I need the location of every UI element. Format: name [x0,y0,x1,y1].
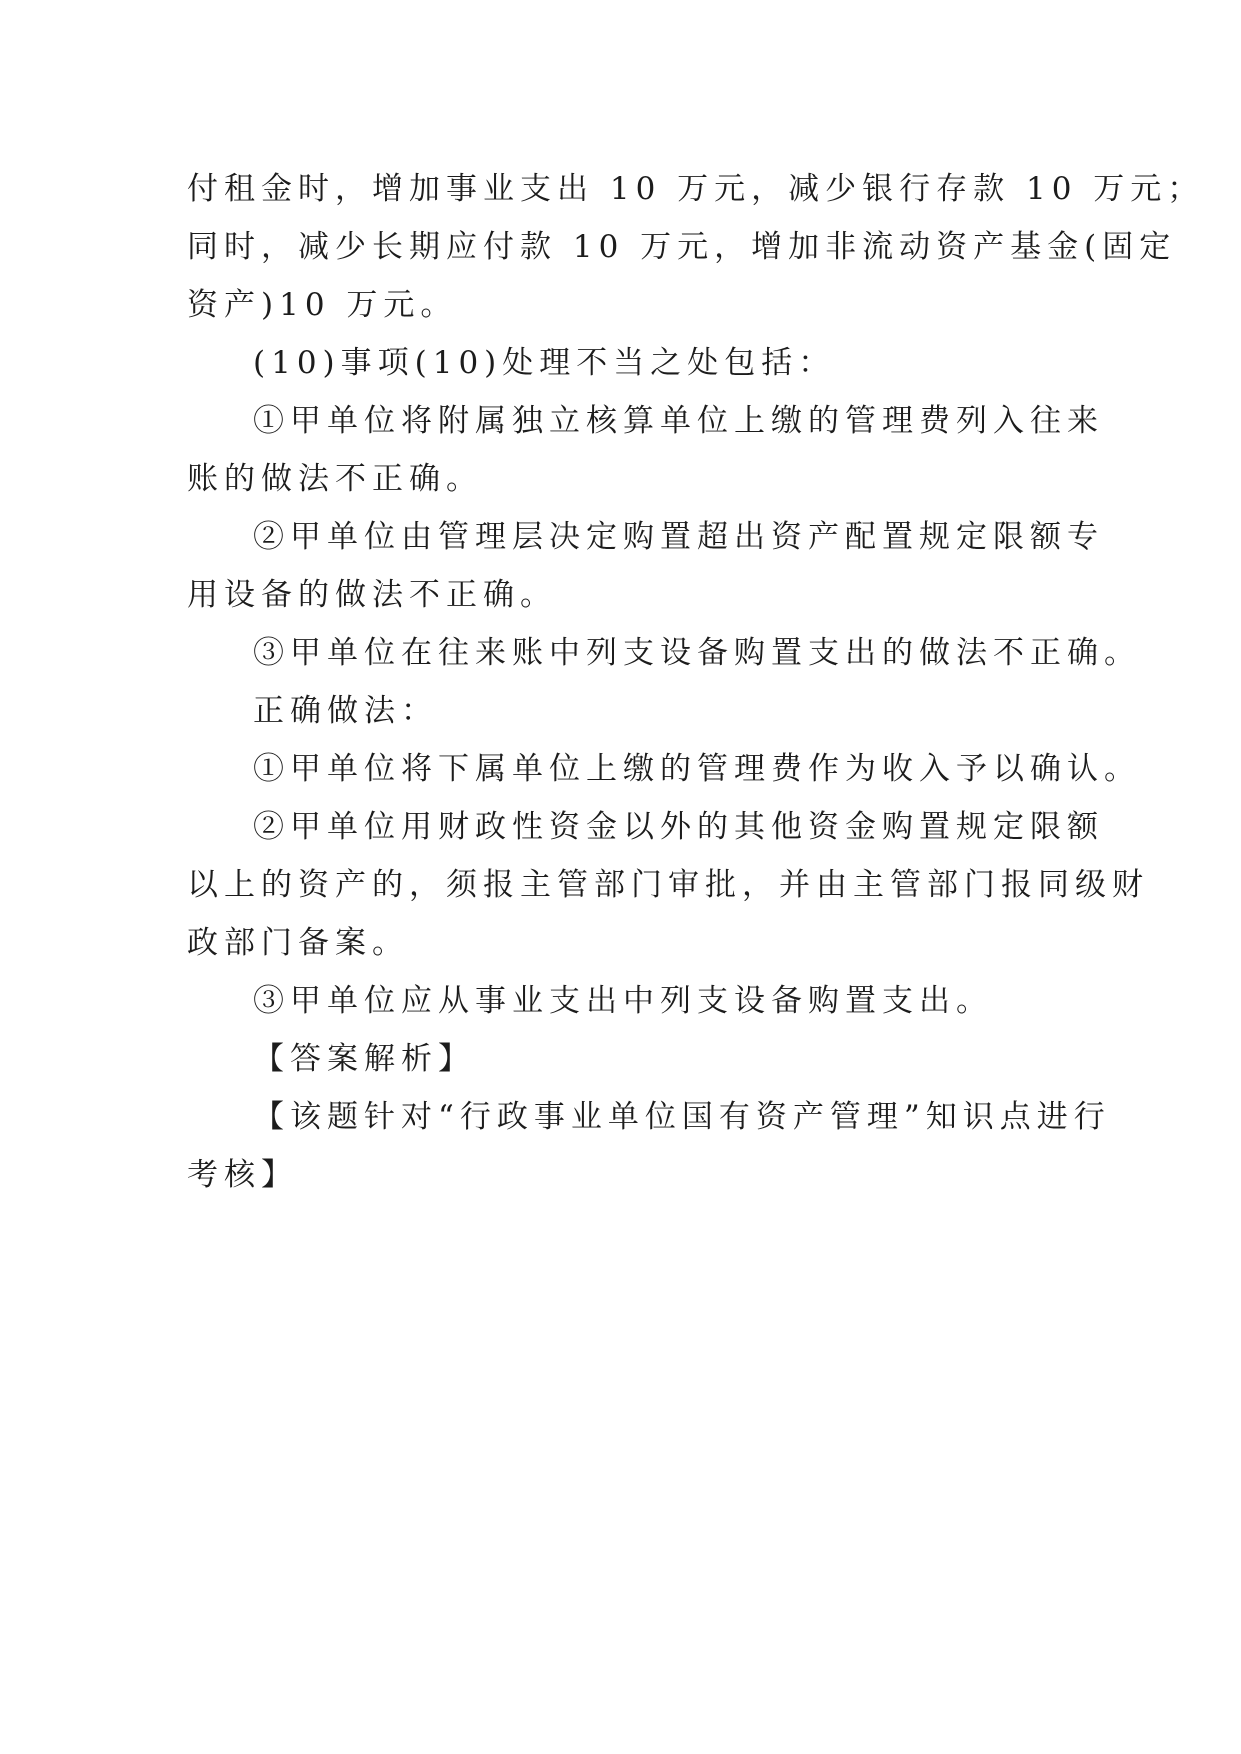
text-line: ③甲单位在往来账中列支设备购置支出的做法不正确。 [253,635,1141,671]
text-line: 用设备的做法不正确。 [187,577,557,613]
text-line: 以上的资产的，须报主管部门审批，并由主管部门报同级财 [187,867,1149,903]
text-line: 政部门备案。 [187,925,409,961]
text-line: 【该题针对“行政事业单位国有资产管理”知识点进行 [253,1099,1111,1135]
text-line: ③甲单位应从事业支出中列支设备购置支出。 [253,983,993,1019]
text-line: ①甲单位将附属独立核算单位上缴的管理费列入往来 [253,403,1104,439]
text-line: 账的做法不正确。 [187,461,483,497]
text-line: ①甲单位将下属单位上缴的管理费作为收入予以确认。 [253,751,1141,787]
text-line: 付租金时，增加事业支出 10 万元，减少银行存款 10 万元； [187,171,1205,207]
text-line: 【答案解析】 [253,1041,475,1077]
text-line: ②甲单位由管理层决定购置超出资产配置规定限额专 [253,519,1104,555]
text-line: 正确做法： [253,693,438,729]
text-line: ②甲单位用财政性资金以外的其他资金购置规定限额 [253,809,1104,845]
text-line: 资产)10 万元。 [187,287,458,323]
document-body [187,160,1205,1204]
text-line: (10)事项(10)处理不当之处包括： [253,345,836,381]
text-line: 同时，减少长期应付款 10 万元，增加非流动资产基金(固定 [187,229,1177,265]
text-line: 考核】 [187,1157,298,1193]
